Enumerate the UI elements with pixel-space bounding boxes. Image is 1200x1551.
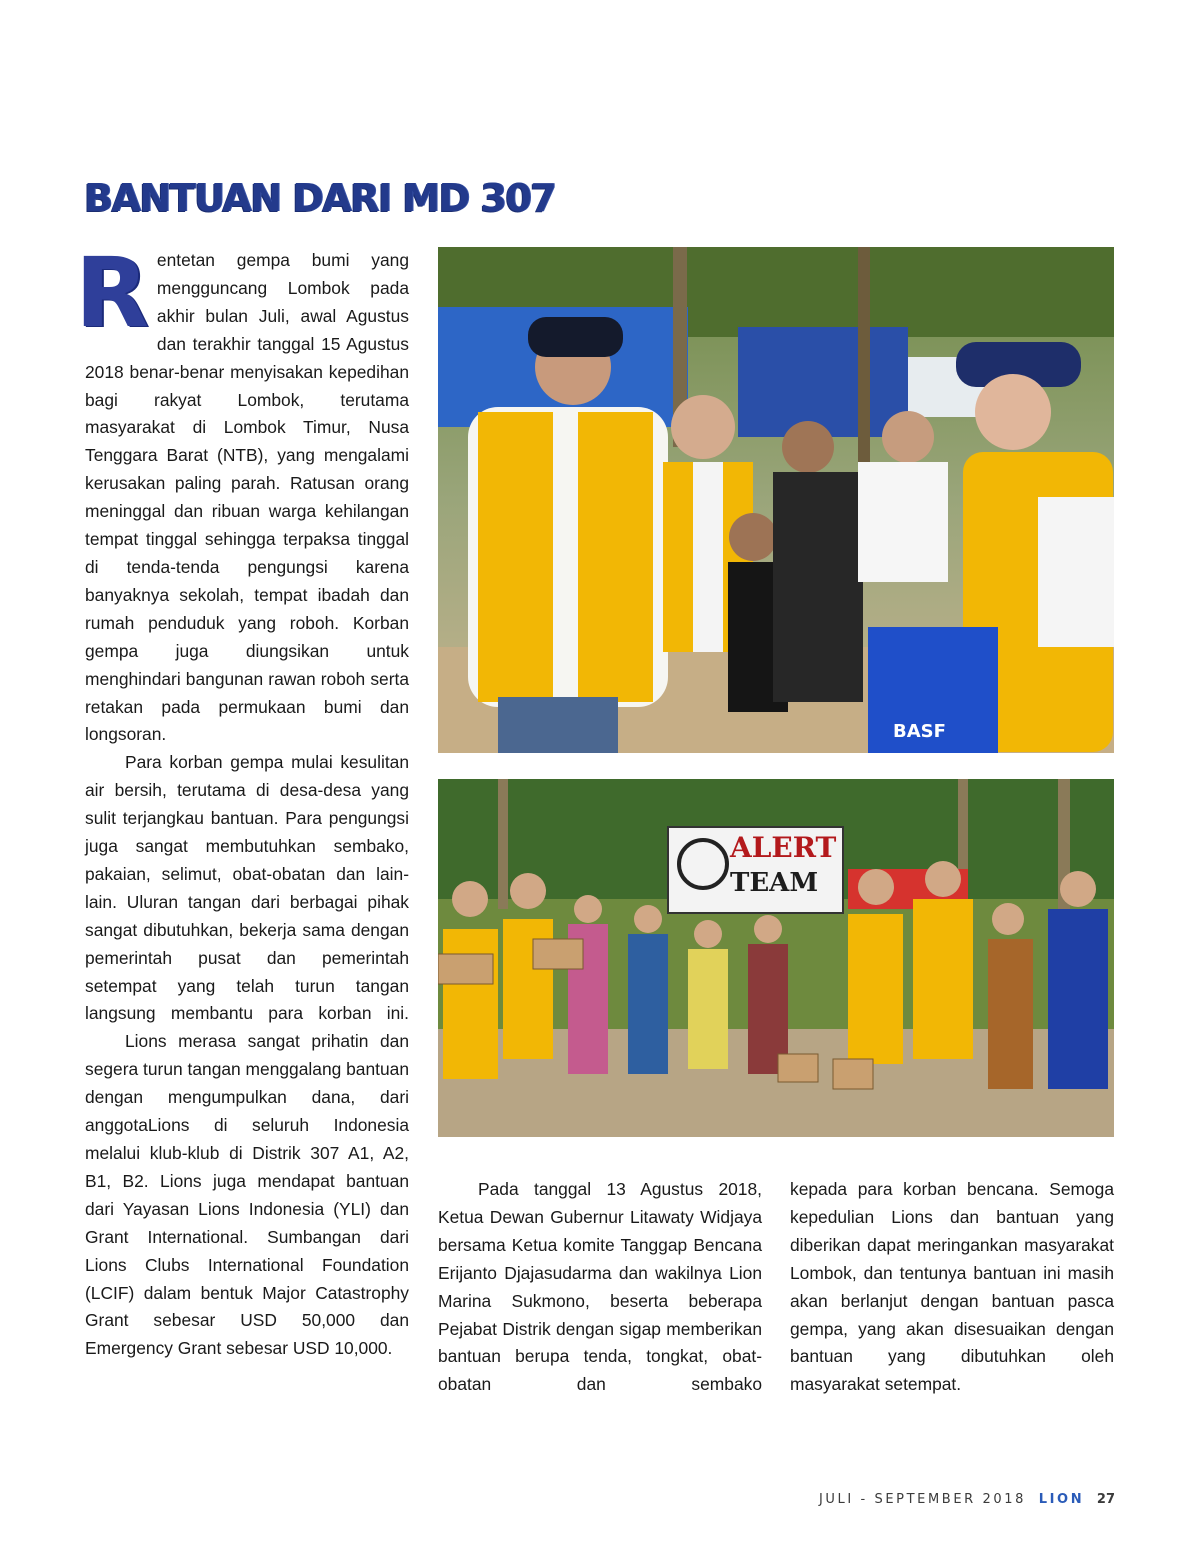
page-footer	[819, 1492, 1115, 1507]
article-paragraph-2: Para korban gempa mulai kesulitan air bersih, terutama di desa-desa yang sulit terjangkau bantuan. Para pengungsi juga sangat membutuhkan sembako, pakaian, selimut, obat-obatan dan lain-lain. Uluran tangan dari berbagai pihak sangat dibutuhkan, bekerja sama dengan pemerintah pusat dan pemerintah setempat yang telah turun tangan langsung membantu para korban ini.	[85, 752, 409, 1024]
article-paragraph-4: Pada tanggal 13 Agustus 2018, Ketua Dewan Gubernur Litawaty Widjaya bersama Ketua komite Tanggap Bencana Erijanto Djajasudarma dan wakilnya Lion Marina Sukmono, beserta beberapa Pejabat Distrik dengan sigap memberikan bantuan berupa tenda, tongkat, obat-obatan dan sembako	[438, 1179, 762, 1395]
article-column-middle	[438, 1176, 762, 1399]
page-number: 27	[1096, 1492, 1115, 1507]
bag-logo-text: BASF	[893, 721, 946, 742]
article-title: BANTUAN DARI MD 307	[84, 176, 556, 220]
photo-alert-team-group	[438, 779, 1114, 1137]
article-paragraph-3: Lions merasa sangat prihatin dan segera turun tangan menggalang bantuan dengan mengumpulkan dana, dari anggotaLions di seluruh Indonesia melalui klub-klub di Distrik 307 A1, A2, B1, B2. Lions juga mendapat bantuan dari Yayasan Lions Indonesia (YLI) dan Grant International. Sumbangan dari Lions Clubs International Foundation (LCIF) dalam bentuk Major Catastrophy Grant sebesar USD 50,000 dan Emergency Grant sebesar USD 10,000.	[85, 1031, 409, 1359]
article-paragraph-1	[75, 237, 409, 749]
paragraph-1-text: entetan gempa bumi yang mengguncang Lombok pada akhir bulan Juli, awal Agustus dan terakhir tanggal 15 Agustus 2018 benar-benar menyisakan kepedihan bagi rakyat Lombok, terutama masyarakat di Lombok Timur, Nusa Tenggara Barat (NTB), yang mengalami kerusakan paling parah. Ratusan orang meninggal dan ribuan warga kehilangan tempat tinggal sehingga terpaksa tinggal di tenda-tenda pengungsi karena banyaknya sekolah, tempat ibadah dan rumah penduduk yang roboh. Korban gempa juga diungsikan untuk menghindari bangunan rawan roboh serta retakan pada permukaan bumi dan longsoran.	[85, 250, 409, 745]
issue-date: JULI - SEPTEMBER 2018	[818, 1492, 1026, 1507]
magazine-name: LION	[1038, 1492, 1085, 1507]
article-column-left	[75, 237, 409, 1363]
article-paragraph-5: kepada para korban bencana. Semoga kepedulian Lions dan bantuan yang diberikan dapat meringankan masyarakat Lombok, dan tentunya bantuan ini masih akan berlanjut dengan bantuan pasca gempa, yang akan disesuaikan dengan bantuan yang dibutuhkan oleh masyarakat setempat.	[790, 1179, 1114, 1395]
drop-cap: R	[75, 237, 147, 349]
banner-team-text: TEAM	[730, 868, 819, 898]
article-column-right	[790, 1176, 1114, 1399]
photo-lions-volunteers	[438, 247, 1114, 753]
banner-alert-text: ALERT	[730, 831, 837, 864]
